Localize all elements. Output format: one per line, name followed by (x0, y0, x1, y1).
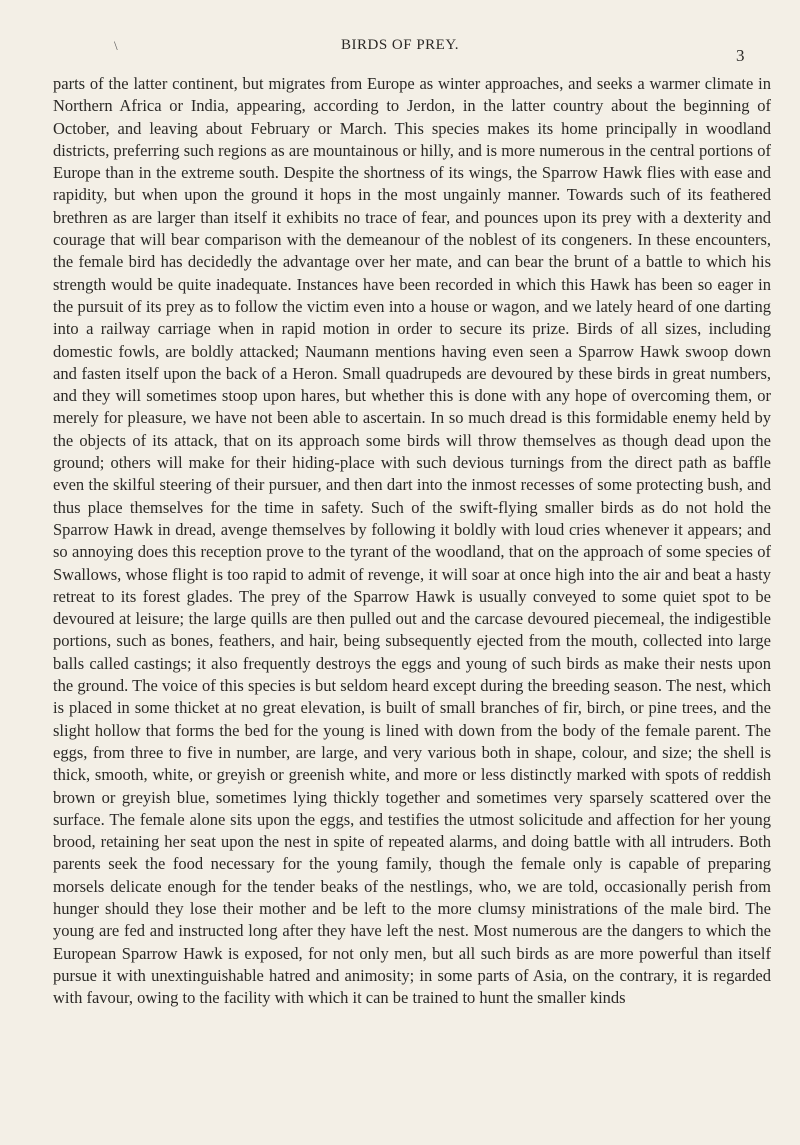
running-head: BIRDS OF PREY. (340, 37, 459, 53)
stray-mark: \ (114, 38, 118, 53)
body-paragraph: parts of the latter continent, but migrates from Europe as winter approaches, and seeks a warmer climate in Northern Africa or India, appearing, according to Jerdon, in the latter country about the beginning of October, and leaving about February or March. This species makes its home principally in woodland districts, preferring such regions as are mountainous or hilly, and is more numerous in the central portions of Europe than in the extreme south. Despite the shortness of its wings, the Sparrow Hawk flies with ease and rapidity, but when upon the ground it hops in the most ungainly manner. Towards such of its feathered brethren as are larger than itself it exhibits no trace of fear, and pounces upon its prey with a dexterity and courage that will bear comparison with the demeanour of the noblest of its congeners. In these encounters, the female bird has decidedly the advantage over her mate, and can bear the brunt of a battle to which his strength would be quite inadequate. Instances have been recorded in which this Hawk has been so eager in the pursuit of its prey as to follow the victim even into a house or wagon, and we lately heard of one darting into a railway carriage when in rapid motion in order to secure its prize. Birds of all sizes, including domestic fowls, are boldly attacked; Naumann mentions having even seen a Sparrow Hawk swoop down and fasten itself upon the back of a Heron. Small quadrupeds are devoured by these birds in great numbers, and they will sometimes stoop upon hares, but whether this is done with any hope of overcoming them, or merely for pleasure, we have not been able to ascertain. In so much dread is this formidable enemy held by the objects of its attack, that on its approach some birds will throw themselves as though dead upon the ground; others will make for their hiding-place with such devious turnings from the direct path as baffle even the skilful steering of their pursuer, and then dart into the inmost recesses of some protecting bush, and thus place themselves for the time in safety. Such of the swift-flying smaller birds as do not hold the Sparrow Hawk in dread, avenge themselves by following it boldly with loud cries whenever it appears; and so annoying does this reception prove to the tyrant of the woodland, that on the approach of some species of Swallows, whose flight is too rapid to admit of revenge, it will soar at once high into the air and beat a hasty retreat to its forest glades. The prey of the Sparrow Hawk is usually conveyed to some quiet spot to be devoured at leisure; the large quills are then pulled out and the carcase devoured piecemeal, the indigestible portions, such as bones, feathers, and hair, being subsequently ejected from the mouth, collected into large balls called castings; it also frequently destroys the eggs and young of such birds as make their nests upon the ground. The voice of this species is but seldom heard except during the breeding season. The nest, which is placed in some thicket at no great elevation, is built of small branches of fir, birch, or pine trees, and the slight hollow that forms the bed for the young is lined with down from the body of the female parent. The eggs, from three to five in number, are large, and very various both in shape, colour, and size; the shell is thick, smooth, white, or greyish or greenish white, and more or less distinctly marked with spots of reddish brown or greyish blue, sometimes lying thickly together and sometimes very sparsely scattered over the surface. The female alone sits upon the eggs, and testifies the utmost solicitude and affection for her young brood, retaining her seat upon the nest in spite of repeated alarms, and doing battle with all intruders. Both parents seek the food necessary for the young family, though the female only is capable of preparing morsels delicate enough for the tender beaks of the nestlings, who, we are told, occasionally perish from hunger should they lose their mother and be left to the more clumsy ministrations of the male bird. The young are fed and instructed long after they have left the nest. Most numerous are the dangers to which the European Sparrow Hawk is exposed, for not only men, but all such birds as are more powerful than itself pursue it with unextinguishable hatred and animosity; in some parts of Asia, on the contrary, it is regarded with favour, owing to the facility with which it can be trained to hunt the smaller kinds (53, 74, 771, 1008)
page-number: 3 (736, 46, 745, 65)
